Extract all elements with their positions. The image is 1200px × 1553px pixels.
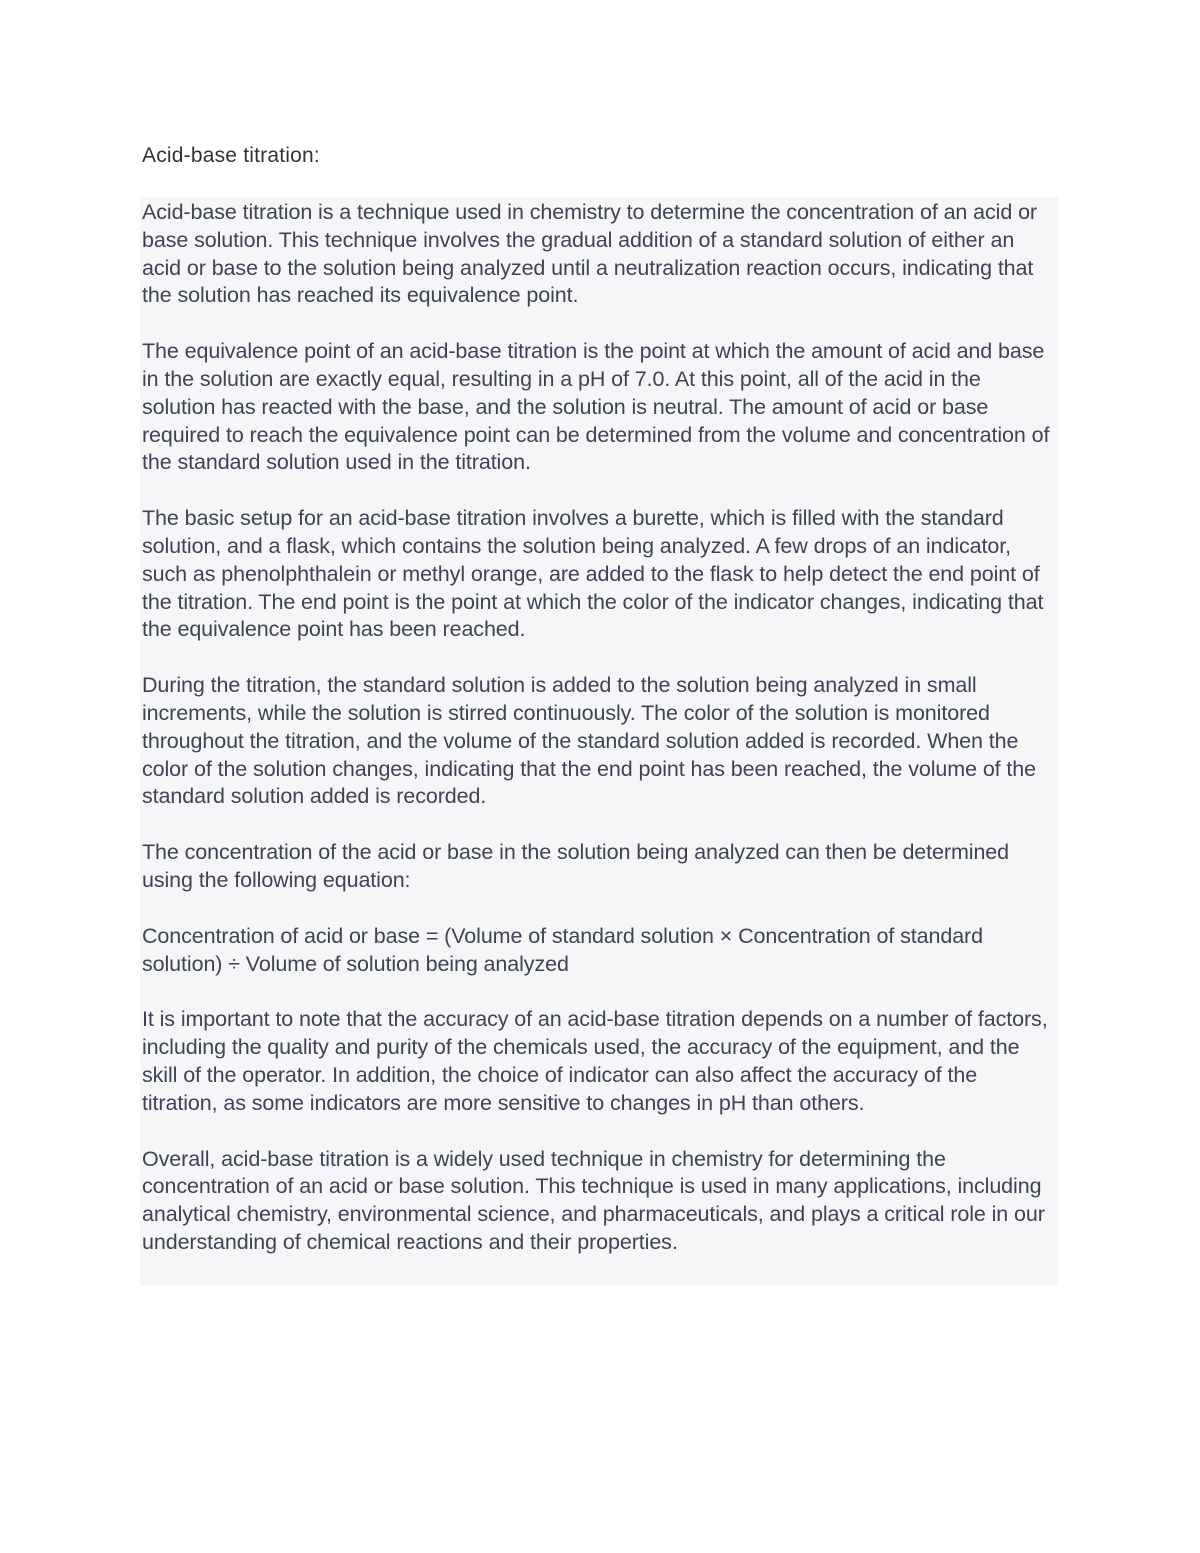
paragraph-basic-setup: The basic setup for an acid-base titration involves a burette, which is filled with the standard solution, and a flask, which contains the solution being analyzed. A few drops of an indicator, such as phenolphthalein or methyl orange, are added to the flask to help detect the end point of the titration. The end point is the point at which the color of the indicator changes, indicating that the equivalence point has been reached. <box>142 506 1044 642</box>
document-body <box>140 197 1058 1286</box>
paragraph-equation-intro: The concentration of the acid or base in the solution being analyzed can then be determined using the following equation: <box>142 840 1010 892</box>
paragraph-procedure: During the titration, the standard solution is added to the solution being analyzed in small increments, while the solution is stirred continuously. The color of the solution is monitored throughout the titration, and the volume of the standard solution added is recorded. When the color of the solution changes, indicating that the end point has been reached, the volume of the standard solution added is recorded. <box>142 673 1037 809</box>
paragraph-accuracy: It is important to note that the accuracy of an acid-base titration depends on a number of factors, including the quality and purity of the chemicals used, the accuracy of the equipment, and the skill of the operator. In addition, the choice of indicator can also affect the accuracy of the titration, as some indicators are more sensitive to changes in pH than others. <box>142 1007 1048 1115</box>
document-title: Acid-base titration: <box>142 144 320 167</box>
paragraph-equivalence-point: The equivalence point of an acid-base titration is the point at which the amount of acid and base in the solution are exactly equal, resulting in a pH of 7.0. At this point, all of the acid in the solution has reacted with the base, and the solution is neutral. The amount of acid or base required to reach the equivalence point can be determined from the volume and concentration of the standard solution used in the titration. <box>142 339 1050 475</box>
paragraph-equation: Concentration of acid or base = (Volume of standard solution × Concentration of standard solution) ÷ Volume of solution being analyzed <box>142 923 983 976</box>
paragraph-introduction: Acid-base titration is a technique used in chemistry to determine the concentration of an acid or base solution. This technique involves the gradual addition of a standard solution of either an acid or base to the solution being analyzed until a neutralization reaction occurs, indicating that the solution has reached its equivalence point. <box>142 200 1037 308</box>
paragraph-conclusion: Overall, acid-base titration is a widely used technique in chemistry for determining the concentration of an acid or base solution. This technique is used in many applications, including analytical chemistry, environmental science, and pharmaceuticals, and plays a critical role in our understanding of chemical reactions and their properties. <box>142 1146 1045 1254</box>
